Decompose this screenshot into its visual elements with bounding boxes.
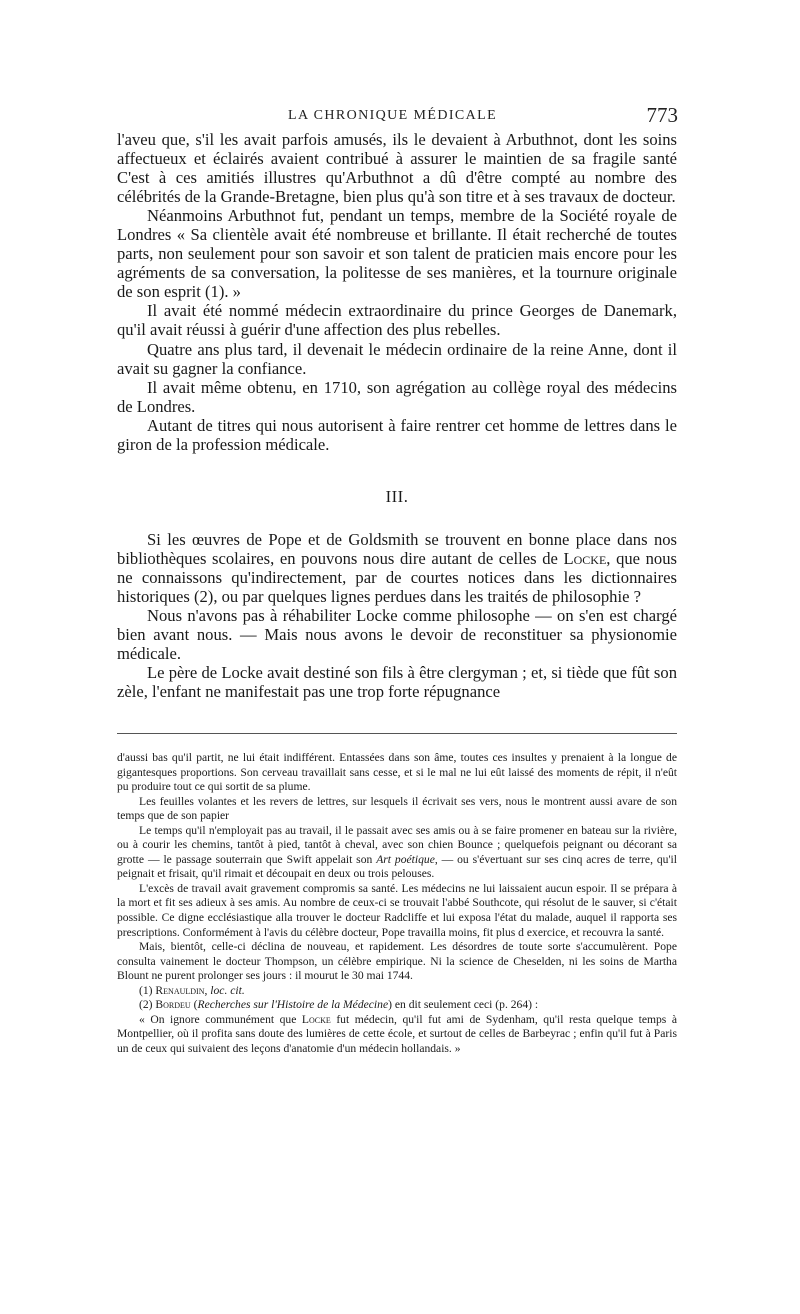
footnotes [117,751,677,1056]
footnote-quotation [117,1013,677,1057]
note-2-book-title: Recherches sur l'Histoire de la Médecine [197,998,389,1012]
paragraph-9: Le père de Locke avait destiné son fils à être clergyman ; et, si tiède que fût son zèle, l'enfant ne manifestait pas une trop forte répugnance [117,663,677,702]
note-1-mark: (1) [139,983,156,997]
note-2-author: Bordeu [155,998,191,1012]
footnote-paragraph-5: Mais, bientôt, celle-ci déclina de nouveau, et rapidement. Les désordres de toute sorte s'accumulèrent. Pope consulta vainement le docteur Thompson, un célèbre empirique. Ni la science de Cheselden, ni les soins de Martha Blount ne purent prolonger ses jours : il mourut le 30 mai 1744. [117,940,677,983]
page-header [117,103,677,131]
paragraph-6: Autant de titres qui nous autorisent à faire rentrer cet homme de lettres dans le giron de la profession médicale. [117,415,677,454]
locke-name: Locke [563,548,607,568]
note-2-mark: (2) [139,998,156,1012]
paragraph-1: l'aveu que, s'il les avait parfois amusés, ils le devaient à Arbuthnot, dont les soins affectueux et éclairés avaient contribué à assurer le maintien de sa fragile santé C'est à ces amitiés illustres qu'Arbuthnot a dû d'être compté au nombre des célébrités de la Grande-Bretagne, bien plus qu'à son titre et à ses travaux de docteur. [117,130,677,207]
paragraph-3: Il avait été nommé médecin extraordinaire du prince Georges de Danemark, qu'il avait réussi à guérir d'une affection des plus rebelles. [117,301,677,340]
main-text [117,130,677,701]
note-1-separator: , [204,983,211,997]
note-2-text: ) en dit seulement ceci (p. 264) : [388,998,539,1012]
quotation-text-end: fut médecin, qu'il fut ami de Sydenham, qu'il resta quelque temps à Montpellier, où il profita sans doute des lumières de cette école, et surtout de celles de Barbeyrac ; enfin qu'il fut à Paris un de ceux qui suivaient des leçons d'anatomie d'un médecin hollandais. » [117,1012,678,1055]
footnote-note-1 [117,984,677,999]
footnote-separator [117,733,677,734]
art-poetique-title: Art poétique [376,852,435,866]
paragraph-2: Néanmoins Arbuthnot fut, pendant un temps, membre de la Société royale de Londres « Sa clientèle avait été nombreuse et brillante. Il était recherché de toutes parts, non seulement pour son savoir et son talent de praticien mais encore pour les agréments de sa conversation, la politesse de ses manières, et la tournure originale de son esprit (1). » [117,206,677,302]
paragraph-7-text-start: Si les œuvres de Pope et de Goldsmith se trouvent en bonne place dans nos bibliothèques scolaires, en pouvons nous dire autant de celles de [117,529,677,568]
quotation-locke-name: Locke [301,1012,331,1026]
footnote-3-text-start: Le temps qu'il n'employait pas au travail, il le passait avec ses amis ou à se faire promener en bateau sur la rivière, ou à courir les chemins, tantôt à pied, tantôt à cheval, avec son chien Bounce ; quelquefois peignant ou décorant sa grotte — le passage souterrain que Swift appelait son [117,823,677,866]
paragraph-5: Il avait même obtenu, en 1710, son agrégation au collège royal des médecins de Londres. [117,377,677,416]
footnote-paragraph-3 [117,824,677,882]
quotation-text-start: « On ignore communément que [139,1012,302,1026]
note-1-reference: loc. cit. [210,983,245,997]
footnote-paragraph-2: Les feuilles volantes et les revers de lettres, sur lesquels il écrivait ses vers, nous le montrent aussi avare de son temps que de son papier [117,794,677,823]
paragraph-8: Nous n'avons pas à réhabiliter Locke comme philosophe — on s'en est chargé bien avant nous. — Mais nous avons le devoir de reconstituer sa physionomie médicale. [117,605,677,664]
footnote-continuation: d'aussi bas qu'il partit, ne lui était indifférent. Entassées dans son âme, toutes ces insultes y prenaient à la longue de gigantesques proportions. Son cerveau travaillait sans cesse, et si le mal ne lui eût laissé des moments de répit, il n'eût pu produire tout ce qui sortit de sa plume. [117,751,677,794]
section-heading: III. [385,486,409,506]
running-title: LA CHRONIQUE MÉDICALE [288,108,498,123]
paragraph-7 [117,530,677,606]
paragraph-7-text-end: , que nous ne connaissons qu'indirectement, par de courtes notices dans les dictionnaires historiques (2), ou par quelques lignes perdues dans les traités de philosophie ? [117,548,677,606]
footnote-3-text-end: , — ou s'évertuant sur ses cinq acres de terre, qu'il peignait et frisait, qu'il rimait et découpait en deux ou trois pelouses. [117,852,677,881]
note-1-author: Renauldin [155,983,205,997]
footnote-paragraph-4: L'excès de travail avait gravement compromis sa santé. Les médecins ne lui laissaient aucun espoir. Il se prépara à la mort et fit ses adieux à ses amis. Au nombre de ceux-ci se trouvait l'abbé Southcote, qui résolut de le sauver, si c'était possible. Ce digne ecclésiastique alla trouver le docteur Radcliffe et lui exposa l'état du malade, auquel il rapporta ses prescriptions. Conformément à l'avis du célèbre docteur, Pope travailla moins, fit plus d exercice, et recouvra la santé. [117,881,677,939]
paragraph-4: Quatre ans plus tard, il devenait le médecin ordinaire de la reine Anne, dont il avait su gagner la confiance. [117,339,677,378]
footnote-note-2 [117,998,677,1013]
note-2-open-paren: ( [190,998,198,1012]
page-number: 773 [646,103,678,127]
